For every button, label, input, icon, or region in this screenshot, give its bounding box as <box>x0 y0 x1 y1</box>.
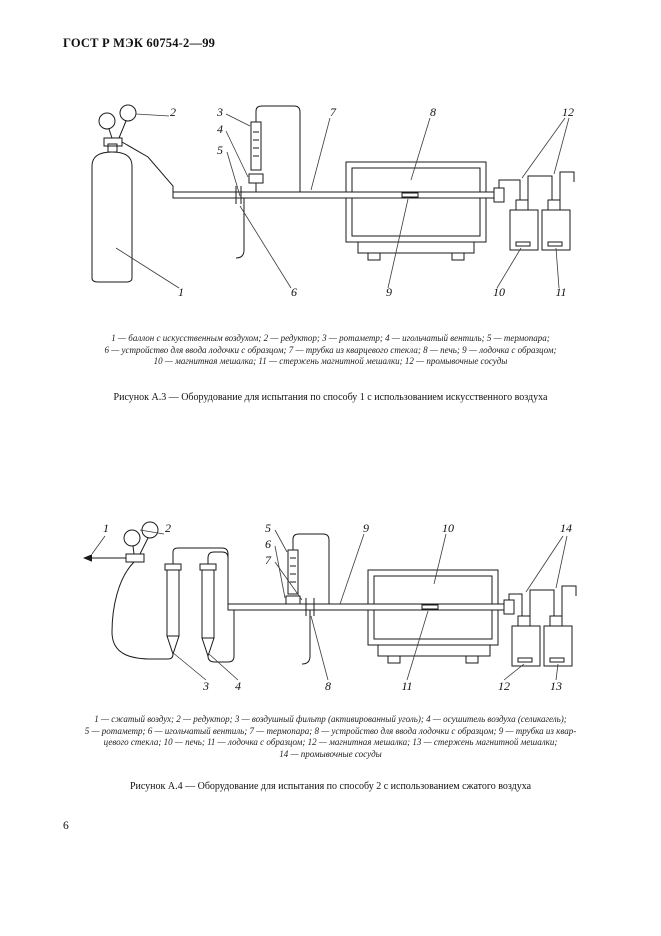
pressure-regulator-icon <box>99 105 173 192</box>
legend-line: 1 — сжатый воздух; 2 — редуктор; 3 — воздушный фильтр (активированный уголь); 4 — осушитель воздуха (селикагель); <box>94 714 567 724</box>
furnace-icon <box>368 570 498 663</box>
figure-a3-label-11: 11 <box>555 285 567 299</box>
legend-line: 14 — промывочные сосуды <box>279 748 382 759</box>
gas-cylinder-icon <box>92 144 132 282</box>
sample-boat-icon <box>402 193 418 197</box>
figure-a4-label-8: 8 <box>325 679 331 693</box>
legend-line: 5 — ротаметр; 6 — игольчатый вентиль; 7 — термопара; 8 — устройство для ввода лодочки с образцом; 9 — трубка из квар- <box>84 725 577 736</box>
tube-connector-icon <box>494 188 504 202</box>
document-header: ГОСТ Р МЭК 60754-2—99 <box>63 36 216 50</box>
figure-a3-legend <box>50 333 611 368</box>
quartz-tube-icon <box>228 604 513 610</box>
figure-a4-label-7: 7 <box>265 553 271 567</box>
wash-bottles-icon <box>499 172 574 250</box>
figure-a3-label-8: 8 <box>430 105 436 119</box>
figure-a3-label-5: 5 <box>217 143 223 157</box>
rotameter-icon <box>286 534 329 604</box>
figure-a4-label-1: 1 <box>103 521 109 535</box>
figure-a4-diagram <box>78 516 594 704</box>
pressure-regulator-icon <box>112 522 168 659</box>
legend-line: 10 — магнитная мешалка; 11 — стержень магнитной мешалки; 12 — промывочные сосуды <box>153 356 508 366</box>
figure-a4-label-13: 13 <box>550 679 562 693</box>
figure-a3-label-12: 12 <box>562 105 574 119</box>
legend-line: 6 — устройство для ввода лодочки с образцом; 7 — трубка из кварцевого стекла; 8 — печь; 9 — лодочка с образцом; <box>104 344 557 355</box>
figure-a3-label-2: 2 <box>170 105 176 119</box>
figure-a3-diagram <box>78 100 594 312</box>
tube-connector-icon <box>504 600 514 614</box>
figure-a4-label-2: 2 <box>165 521 171 535</box>
figure-a3-label-3: 3 <box>217 105 223 119</box>
wash-bottles-icon <box>509 586 576 666</box>
figure-a4-caption: Рисунок А.4 — Оборудование для испытания по способу 2 с использованием сжатого воздуха <box>129 781 532 792</box>
quartz-tube-icon <box>173 192 498 198</box>
figure-a4-label-6: 6 <box>265 537 271 551</box>
figure-a4-label-11: 11 <box>401 679 413 693</box>
page-number: 6 <box>63 820 69 832</box>
air-filter-column-icon <box>165 548 228 659</box>
figure-a3-label-10: 10 <box>493 285 505 299</box>
figure-a4-label-10: 10 <box>442 521 454 535</box>
figure-a3-label-4: 4 <box>217 122 223 136</box>
sample-boat-icon <box>422 605 438 609</box>
figure-a3-label-1: 1 <box>178 285 184 299</box>
figure-a4-label-14: 14 <box>560 521 572 535</box>
figure-a4-label-4: 4 <box>235 679 241 693</box>
figure-a4-legend <box>50 714 611 760</box>
legend-line: цевого стекла; 10 — печь; 11 — лодочка с образцом; 12 — магнитная мешалка; 13 — стержень магнитной мешалки; <box>103 737 558 747</box>
figure-a4-label-5: 5 <box>265 521 271 535</box>
rotameter-icon <box>249 106 300 192</box>
figure-a4-label-3: 3 <box>203 679 209 693</box>
figure-a3-caption: Рисунок А.3 — Оборудование для испытания по способу 1 с использованием искусственного воздуха <box>113 392 548 403</box>
figure-a3-label-7: 7 <box>330 105 336 119</box>
legend-line: 1 — баллон с искусственным воздухом; 2 — редуктор; 3 — ротаметр; 4 — игольчатый вентиль; 5 — термопара; <box>111 333 550 343</box>
figure-a3-label-9: 9 <box>386 285 392 299</box>
furnace-icon <box>346 162 486 260</box>
air-inlet-arrow-icon <box>83 554 126 562</box>
figure-a4-label-12: 12 <box>498 679 510 693</box>
figure-a3-label-6: 6 <box>291 285 297 299</box>
figure-a4-label-9: 9 <box>363 521 369 535</box>
